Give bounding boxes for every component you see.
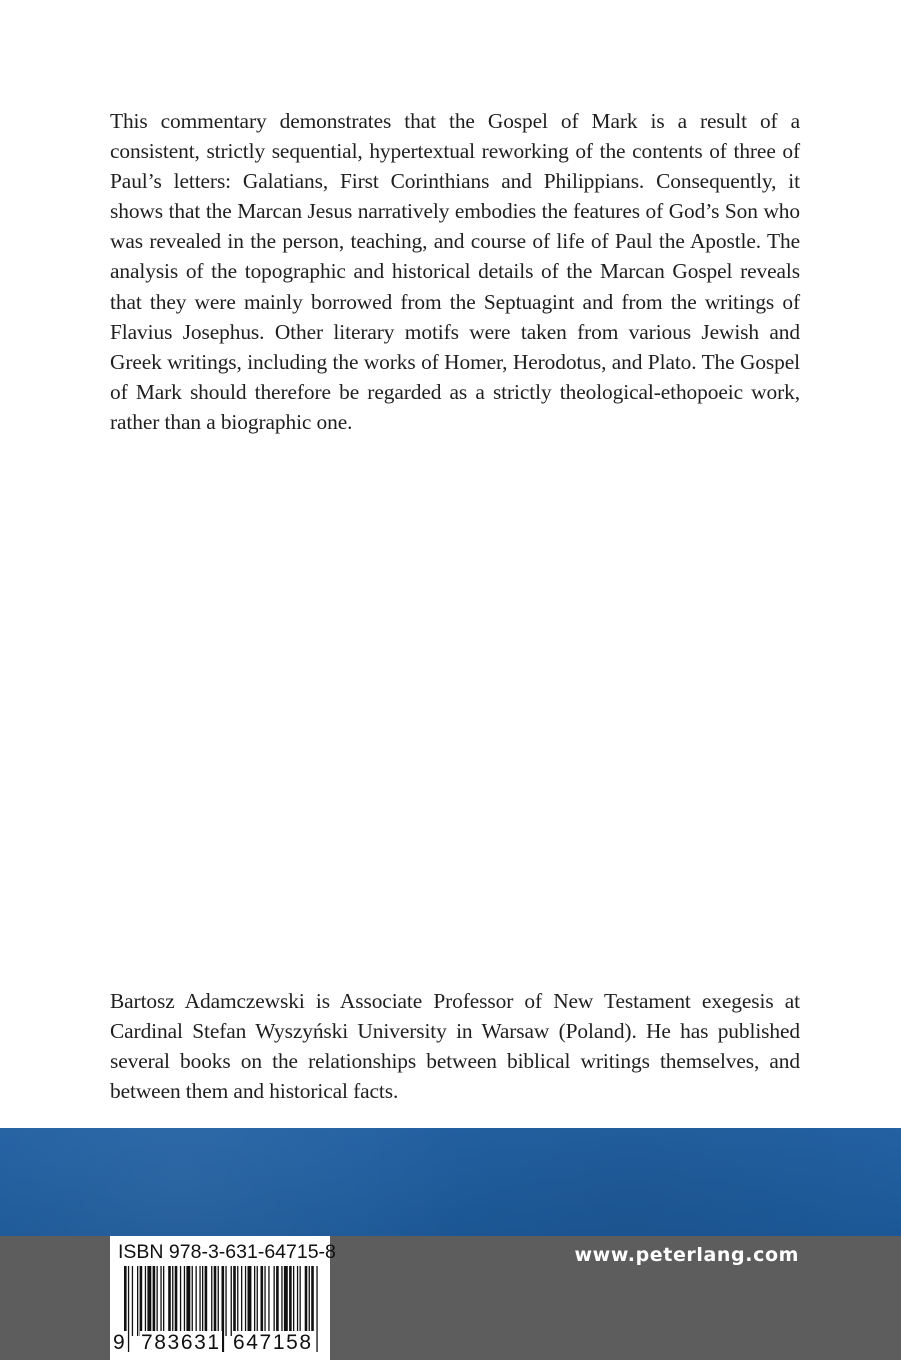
barcode-bar — [289, 1266, 292, 1336]
barcode-bar — [192, 1266, 193, 1336]
barcode-bar — [184, 1266, 185, 1336]
barcode-bar — [237, 1266, 238, 1336]
barcode-bar — [241, 1266, 242, 1336]
barcode-bar — [147, 1266, 151, 1336]
barcode-bar — [257, 1266, 258, 1336]
blue-decorative-band — [0, 1128, 901, 1236]
barcode-bar — [297, 1266, 298, 1336]
barcode-bar — [284, 1266, 288, 1336]
barcode-bar — [199, 1266, 200, 1336]
barcode-bar — [254, 1266, 255, 1336]
barcode-bar — [233, 1266, 236, 1336]
barcode-bar — [202, 1266, 203, 1336]
barcode-bar — [222, 1266, 225, 1352]
barcode-bar — [180, 1266, 181, 1336]
barcode-bar — [225, 1266, 226, 1336]
barcode-bar — [231, 1266, 232, 1336]
barcode-right-group: 647158 — [233, 1331, 313, 1354]
barcode-bar — [300, 1266, 301, 1336]
barcode-bar — [268, 1266, 269, 1336]
barcode-bar — [168, 1266, 171, 1336]
barcode-bar — [293, 1266, 294, 1336]
barcode-bar — [311, 1266, 314, 1336]
barcode-bar — [128, 1266, 129, 1352]
barcode-first-digit: 9 — [113, 1331, 127, 1354]
barcode-bar — [205, 1266, 208, 1336]
barcode-bar — [153, 1266, 156, 1336]
barcode-bar — [214, 1266, 217, 1336]
barcode-bar — [175, 1266, 178, 1336]
barcode-bar — [132, 1266, 133, 1336]
barcode-bar — [316, 1266, 317, 1352]
publisher-website-link[interactable]: www.peterlang.com — [574, 1244, 799, 1266]
isbn-label: ISBN 978-3-631-64715-8 — [118, 1241, 336, 1263]
barcode-bar — [276, 1266, 279, 1336]
barcode-bar — [157, 1266, 158, 1336]
isbn-barcode-box — [110, 1236, 336, 1360]
barcode-bar — [248, 1266, 252, 1336]
barcode-bar — [305, 1266, 308, 1336]
author-bio: Bartosz Adamczewski is Associate Professor of New Testament exegesis at Cardinal Stefan Wyszyński University in Warsaw (Poland). He has published several books on the relationships between biblical writings themselves, and between them and historical facts. — [110, 989, 800, 1104]
barcode-bar — [218, 1266, 219, 1336]
barcode-bar — [245, 1266, 246, 1336]
book-description: This commentary demonstrates that the Gospel of Mark is a result of a consistent, strictly sequential, hypertextual reworking of the contents of three of Paul’s letters: Galatians, First Corinthians and Philippians. Consequently, it shows that the Marcan Jesus narratively embodies the features of God’s Son who was revealed in the person, teaching, and course of life of Paul the Apostle. The analysis of the topographic and historical details of the Marcan Gospel reveals that they were mainly borrowed from the Septuagint and from the writings of Flavius Josephus. Other literary motifs were taken from various Jewish and Greek writings, including the works of Homer, Herodotus, and Plato. The Gospel of Mark should therefore be regarded as a strictly theological-ethopoeic work, rather than a biographic one. — [110, 109, 800, 434]
barcode-bar — [137, 1266, 138, 1336]
barcode-left-group: 783631 — [141, 1331, 221, 1354]
barcode-bar — [186, 1266, 190, 1336]
barcode-bar — [172, 1266, 173, 1336]
barcode-bar — [211, 1266, 212, 1336]
barcode-bar — [160, 1266, 161, 1336]
barcode-bar — [309, 1266, 310, 1336]
barcode-bar — [261, 1266, 264, 1336]
barcode-bar — [264, 1266, 265, 1336]
barcode-bar — [281, 1266, 282, 1336]
barcode-bar — [163, 1266, 164, 1336]
barcode-bar — [140, 1266, 143, 1336]
barcode-bar — [196, 1266, 197, 1336]
barcode-bar — [274, 1266, 275, 1336]
barcode-bar — [145, 1266, 146, 1336]
